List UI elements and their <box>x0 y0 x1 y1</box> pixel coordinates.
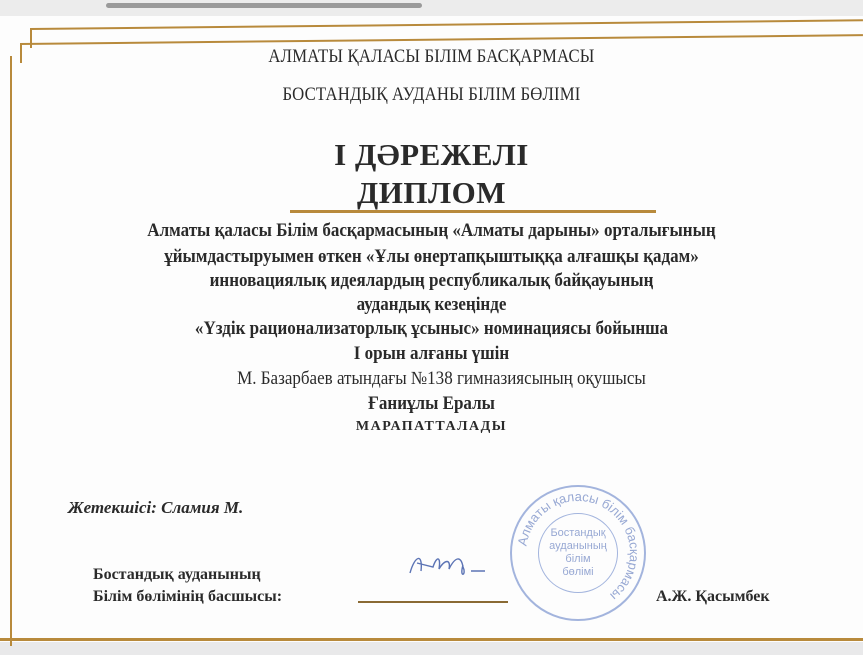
svg-text:Алматы қаласы білім басқармасы: Алматы қаласы білім басқармасы <box>514 488 643 604</box>
degree-title: І ДӘРЕЖЕЛІ <box>334 137 529 172</box>
school-line: М. Базарбаев атындағы №138 гимназиясының оқушысы <box>237 369 646 389</box>
body-line: аудандық кезеңінде <box>356 295 507 315</box>
stamp-text: бөлімі <box>562 566 594 578</box>
body-line: «Үздік рационализаторлық ұсыныс» номинациясы бойынша <box>194 319 669 339</box>
title-underline <box>290 210 656 213</box>
body-line: инновациялық идеялардың республикалық байқауының <box>209 271 654 291</box>
body-line: І орын алғаны үшін <box>353 344 510 364</box>
head-title-line-1: Бостандық ауданының <box>93 566 261 583</box>
diploma-title: ДИПЛОМ <box>356 175 507 210</box>
awarded-text: МАРАПАТТАЛАДЫ <box>355 419 508 434</box>
stamp-text: Бостандық <box>550 527 606 539</box>
signature <box>405 545 495 585</box>
official-stamp <box>510 485 646 621</box>
signature-line <box>358 601 508 603</box>
frame-top-outer <box>30 19 863 30</box>
stamp-text: білім <box>565 553 591 565</box>
frame-bottom <box>0 638 863 641</box>
scrollbar[interactable] <box>106 3 422 8</box>
body-line: ұйымдастыруымен өткен «Ұлы өнертапқыштыққа алғашқы қадам» <box>164 247 699 267</box>
org-line-1: АЛМАТЫ ҚАЛАСЫ БІЛІМ БАСҚАРМАСЫ <box>268 46 595 67</box>
supervisor-label: Жетекшісі: Сламия М. <box>68 498 244 517</box>
stamp-center <box>538 513 618 593</box>
org-line-2: БОСТАНДЫҚ АУДАНЫ БІЛІМ БӨЛІМІ <box>282 84 581 105</box>
recipient-name: Ғаниұлы Ералы <box>368 394 495 414</box>
frame-top-inner <box>20 34 863 45</box>
stamp-text: ауданының <box>549 540 607 552</box>
body-line: Алматы қаласы Білім басқармасының «Алматы дарыны» орталығының <box>147 221 716 241</box>
frame-left-inner <box>20 43 22 63</box>
signature-scribble-icon <box>405 545 495 585</box>
head-title-line-2: Білім бөлімінің басшысы: <box>93 588 283 605</box>
head-name: А.Ж. Қасымбек <box>656 588 770 605</box>
frame-left-outer <box>30 28 32 48</box>
